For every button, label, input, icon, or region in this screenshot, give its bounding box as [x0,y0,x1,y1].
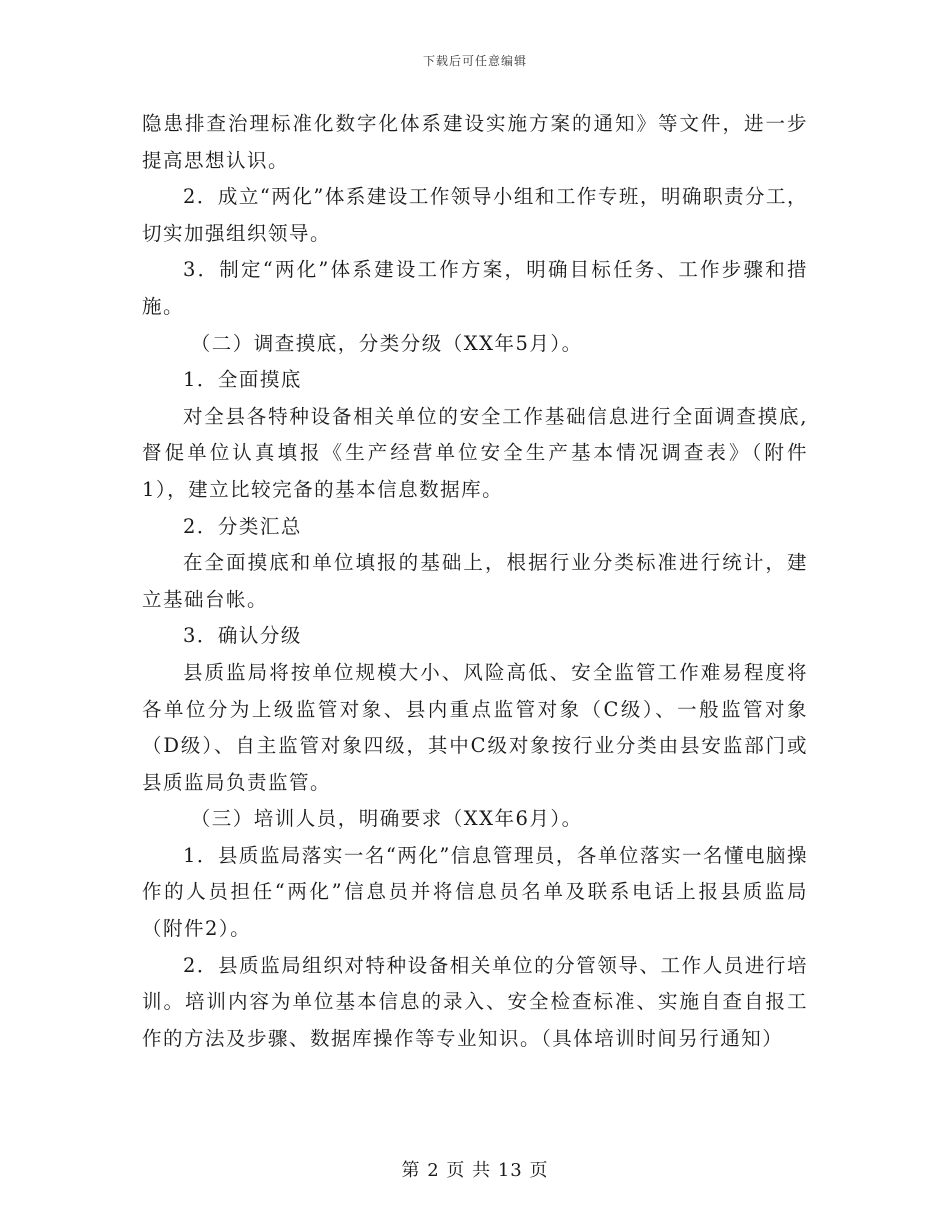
paragraph: 在全面摸底和单位填报的基础上，根据行业分类标准进行统计，建立基础台帐。 [142,551,808,611]
paragraph: 县质监局将按单位规模大小、风险高低、安全监管工作难易程度将各单位分为上级监管对象、县内重点监管对象（C级）、一般监管对象（D级）、自主监管对象四级，其中C级对象按行业分类由县安监部门或县质监局负责监管。 [142,660,808,794]
paragraph: 2．县质监局组织对特种设备相关单位的分管领导、工作人员进行培训。培训内容为单位基本信息的录入、安全检查标准、实施自查自报工作的方法及步骤、数据库操作等专业知识。（具体培训时间另行通知） [142,953,808,1050]
section-heading: （三）培训人员，明确要求（XX年6月）。 [190,807,583,831]
document-body [142,106,808,1057]
paragraph: 隐患排查治理标准化数字化体系建设实施方案的通知》等文件，进一步提高思想认识。 [142,112,808,172]
paragraph: 1．县质监局落实一名“两化”信息管理员，各单位落实一名懂电脑操作的人员担任“两化”信息员并将信息员名单及联系电话上报县质监局（附件2）。 [142,843,808,941]
subsection-heading: 2．分类汇总 [182,514,302,538]
section-heading: （二）调查摸底，分类分级（XX年5月）。 [190,331,583,355]
paragraph: 3．制定“两化”体系建设工作方案，明确目标任务、工作步骤和措施。 [142,258,808,318]
paragraph: 对全县各特种设备相关单位的安全工作基础信息进行全面调查摸底,督促单位认真填报《生产经营单位安全生产基本情况调查表》（附件1），建立比较完备的基本信息数据库。 [142,404,808,501]
subsection-heading: 1．全面摸底 [182,368,302,392]
subsection-heading: 3．确认分级 [182,624,302,648]
page-number-footer: 第 2 页 共 13 页 [401,1160,549,1181]
page-header: 下载后可任意编辑 [422,54,527,68]
paragraph: 2．成立“两化”体系建设工作领导小组和工作专班，明确职责分工，切实加强组织领导。 [142,185,808,245]
